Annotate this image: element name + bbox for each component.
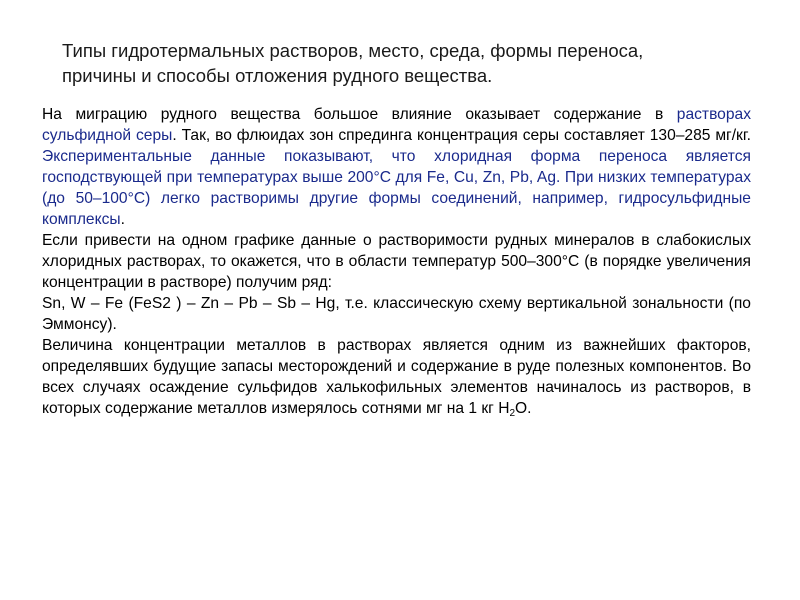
- p1-text-a: На миграцию рудного вещества большое влияние оказывает содержание в: [42, 106, 677, 123]
- paragraph-metal-concentration: [42, 335, 751, 419]
- paragraph-solubility-graph: Если привести на одном графике данные о растворимости рудных минералов в слабокислых хлоридных растворах, то окажется, что в области температур 500–300°С (в порядке увеличения концентрации в растворе) получим ряд:: [42, 232, 751, 291]
- p1-highlight-experimental-data: Экспериментальные данные показывают, что хлоридная форма переноса является господствующей при температурах выше 200°С для Fe, Cu, Zn, Pb, Ag. При низких температурах (до 50–100°С) легко растворимы другие формы соединений, например, гидросульфидные комплексы: [42, 148, 751, 228]
- p4-text: Величина концентрации металлов в растворах является одним из важнейших факторов, определявших будущие запасы месторождений и содержание в руде полезных компонентов. Во всех случаях осаждение сульфидов халькофильных элементов начиналось из растворов, в которых содержание металлов измерялось сотнями мг на 1 кг Н: [42, 337, 751, 417]
- paragraph-sulfur-migration: [42, 104, 751, 230]
- p1-highlight-sulfide-sulfur: растворах сульфидной серы: [42, 106, 751, 144]
- p1-text-c: . Так, во флюидах зон спрединга концентрация серы составляет 130–285 мг/кг.: [172, 127, 751, 144]
- p4-end: О.: [515, 400, 532, 417]
- slide-body: [42, 104, 751, 419]
- slide-title: [62, 38, 762, 88]
- paragraph-zonality-series: Sn, W – Fe (FeS2 ) – Zn – Pb – Sb – Hg, т.е. классическую схему вертикальной зональности (по Эммонсу).: [42, 295, 751, 333]
- title-line-1: Типы гидротермальных растворов, место, среда, формы переноса,: [62, 40, 644, 61]
- p4-subscript: 2: [509, 408, 516, 419]
- p1-text-e: .: [120, 211, 125, 228]
- title-line-2: причины и способы отложения рудного вещества.: [62, 65, 493, 86]
